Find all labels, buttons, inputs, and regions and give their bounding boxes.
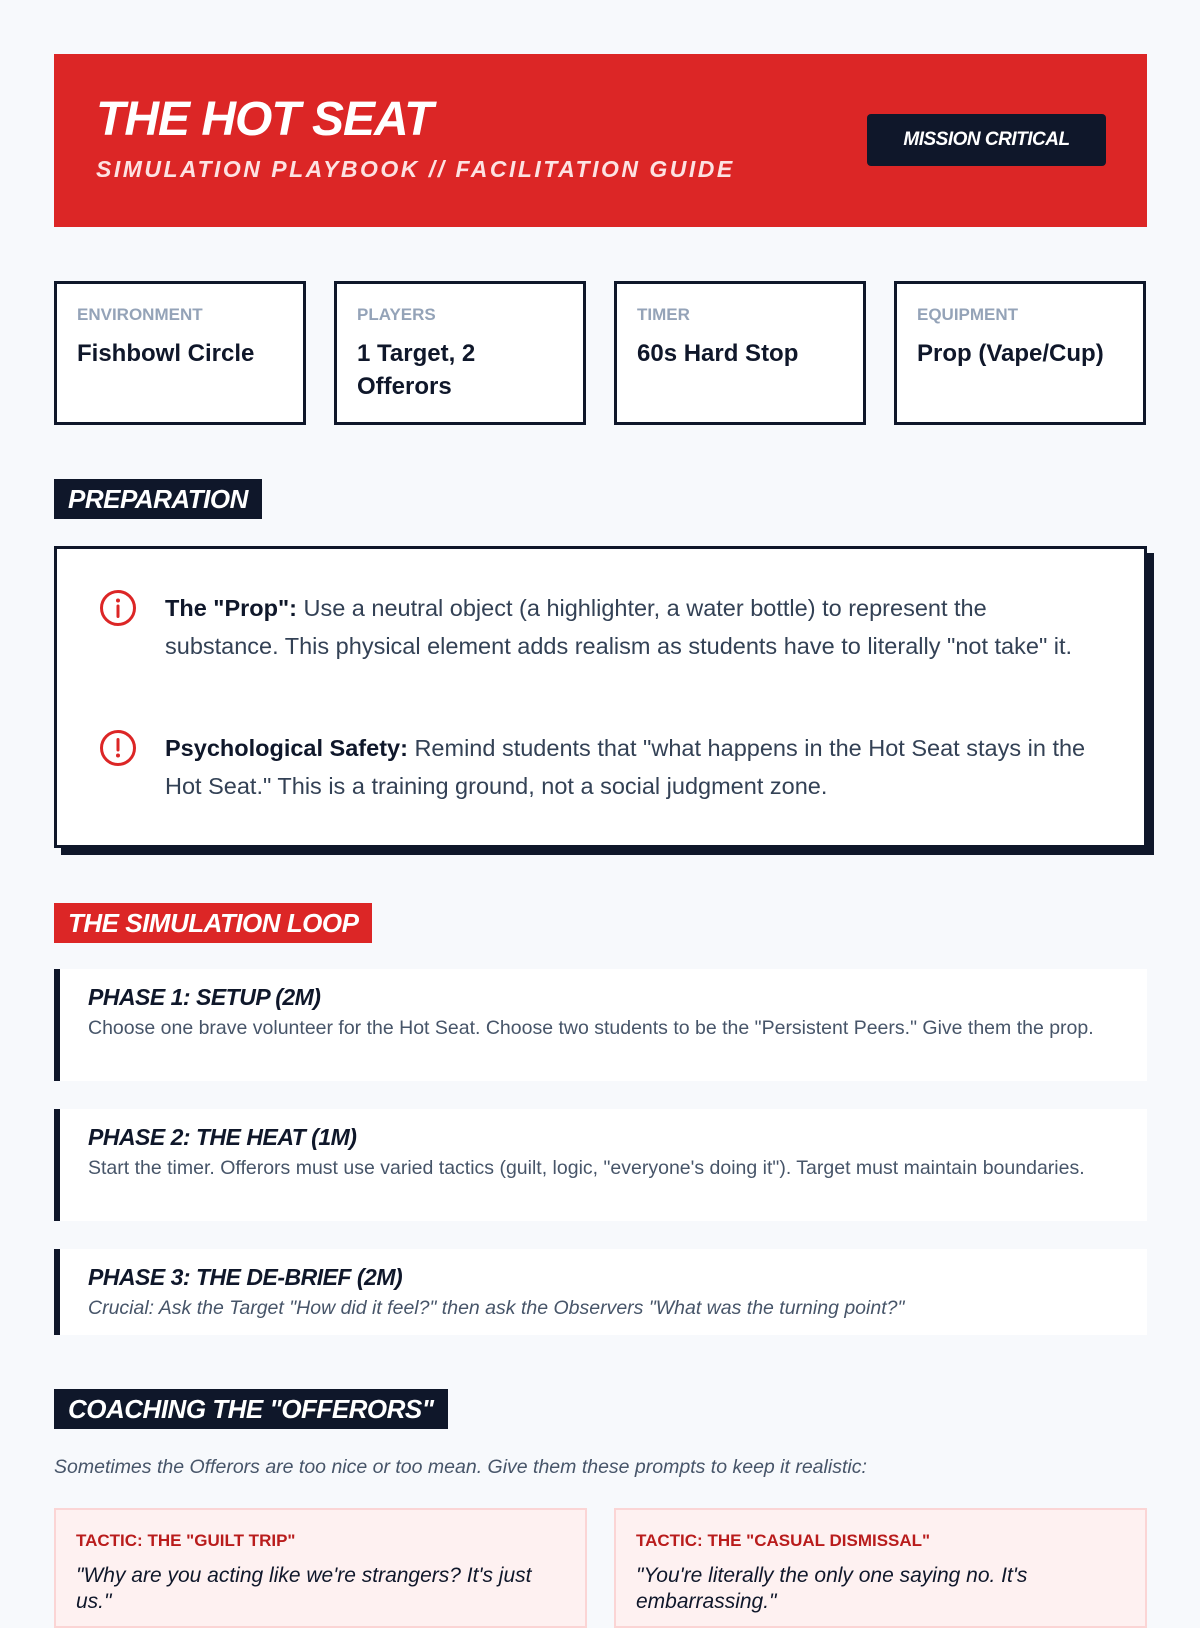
preparation-box <box>54 546 1147 848</box>
mission-critical-badge: MISSION CRITICAL <box>867 114 1106 166</box>
prep-item-text <box>165 589 1104 665</box>
tactic-label: TACTIC: THE "CASUAL DISMISSAL" <box>636 1531 931 1550</box>
stat-label: ENVIRONMENT <box>77 305 203 324</box>
stat-value: 1 Target, 2 Offerors <box>357 340 476 401</box>
tactic-card-casual-dismissal <box>614 1508 1147 1628</box>
section-title-coaching: COACHING THE "OFFERORS" <box>54 1389 448 1429</box>
tactic-card-guilt-trip <box>54 1508 587 1628</box>
stat-card-environment <box>54 281 306 425</box>
coaching-intro: Sometimes the Offerors are too nice or too mean. Give them these prompts to keep it realistic: <box>54 1456 867 1478</box>
phase-description: Choose one brave volunteer for the Hot Seat. Choose two students to be the "Persistent Peers." Give them the prop. <box>88 1016 1094 1039</box>
tactic-label: TACTIC: THE "GUILT TRIP" <box>76 1531 296 1550</box>
prep-item-body: Remind students that "what happens in the Hot Seat stays in the Hot Seat." This is a training ground, not a social judgment zone. <box>165 735 1086 800</box>
stat-label: TIMER <box>637 305 690 324</box>
info-circle-icon <box>99 589 137 627</box>
alert-circle-icon <box>99 729 137 767</box>
phase-card-debrief <box>54 1249 1147 1335</box>
stat-value: 60s Hard Stop <box>637 340 799 367</box>
phase-description: Crucial: Ask the Target "How did it feel?" then ask the Observers "What was the turning point?" <box>88 1296 905 1319</box>
stat-card-timer <box>614 281 866 425</box>
phase-card-heat <box>54 1109 1147 1221</box>
phase-card-setup <box>54 969 1147 1081</box>
stat-cards <box>54 281 1147 425</box>
stat-label: EQUIPMENT <box>917 305 1019 324</box>
stat-card-equipment <box>894 281 1146 425</box>
stat-label: PLAYERS <box>357 305 436 324</box>
prep-item-body: Use a neutral object (a highlighter, a water bottle) to represent the substance. This physical element adds realism as students have to literally "not take" it. <box>165 595 1073 660</box>
stat-value: Prop (Vape/Cup) <box>917 340 1104 367</box>
section-title-simulation-loop: THE SIMULATION LOOP <box>54 903 372 943</box>
prep-item-heading: The "Prop": <box>165 595 297 621</box>
stat-value: Fishbowl Circle <box>77 340 255 367</box>
phase-title: PHASE 2: THE HEAT (1M) <box>88 1124 357 1150</box>
prep-item-text <box>165 729 1104 805</box>
phase-title: PHASE 1: SETUP (2M) <box>88 984 321 1010</box>
tactic-quote: "Why are you acting like we're strangers? It's just us." <box>76 1564 532 1614</box>
stat-card-players <box>334 281 586 425</box>
prep-item-safety <box>99 729 1104 805</box>
tactic-quote: "You're literally the only one saying no. It's embarrassing." <box>636 1564 1028 1614</box>
header-banner <box>54 54 1147 227</box>
page-title: THE HOT SEAT <box>96 93 433 146</box>
prep-item-heading: Psychological Safety: <box>165 735 408 761</box>
page-subtitle: SIMULATION PLAYBOOK // FACILITATION GUIDE <box>96 156 735 182</box>
section-title-preparation: PREPARATION <box>54 479 262 519</box>
phase-title: PHASE 3: THE DE-BRIEF (2M) <box>88 1264 403 1290</box>
prep-item-prop <box>99 589 1104 665</box>
phase-description: Start the timer. Offerors must use varied tactics (guilt, logic, "everyone's doing it"). Target must maintain boundaries. <box>88 1156 1085 1179</box>
